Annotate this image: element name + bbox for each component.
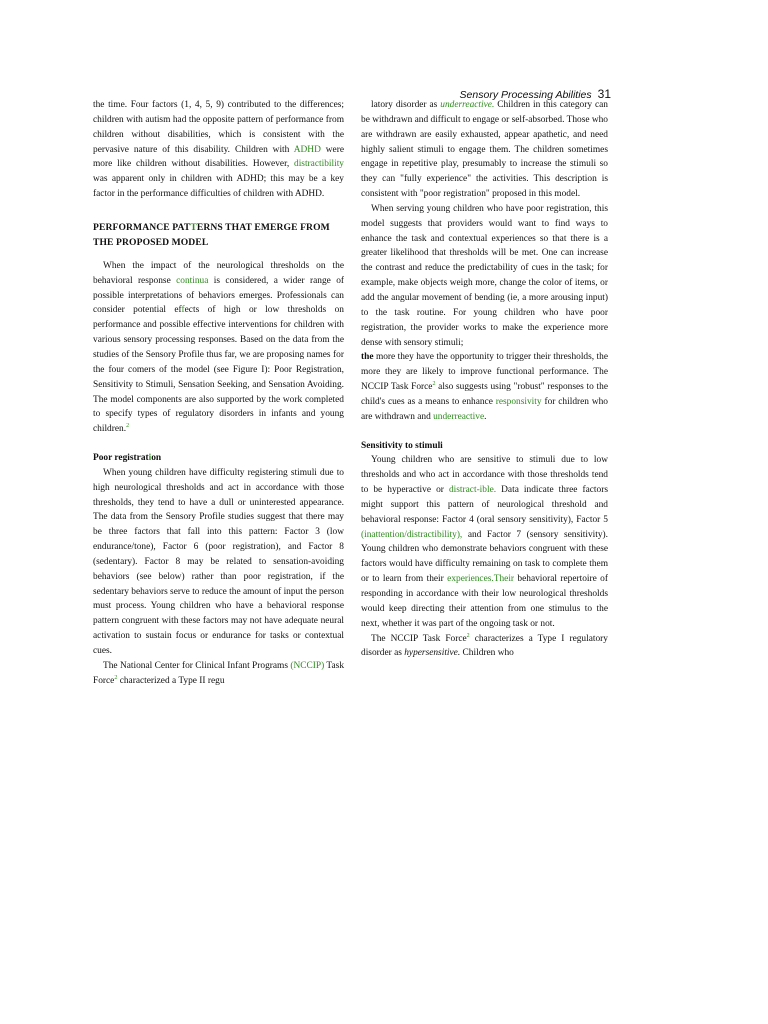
term-responsivity: responsivity [495, 396, 542, 407]
text-run: . [484, 411, 487, 422]
text-run: is considered, a wider range of possible interpretations of behaviors emerges. Professionals can consider potential ef [93, 275, 345, 316]
text-run: also suggests using "robust" responses to the child's cues as a means to enhance [361, 382, 608, 407]
text-run: behavioral repertoire of responding in accordance with their low neurological thresholds would keep directing their attention from one stimulus to the next, whether it was part of the ongoing task or not. [361, 574, 608, 629]
paragraph-sensitivity [361, 453, 608, 631]
reference-mark: 2 [126, 423, 130, 430]
paragraph-model-intro [93, 259, 344, 437]
paragraph-serving-children: When serving young children who have poor registration, this model suggests that providers would want to find ways to enhance the task and contextual experiences so that there is a greater likelihood that thresholds will be met. One can increase the contrast and reduce the predictability of cues in the task; for example, make objects weigh more, change the color of items, or add the angular movement of bending (ie, a more arousing input) to the task routine. For young children who have poor registration, the provider works to make the experience more dense with sensory stimuli; [361, 203, 608, 348]
text-run: latory disorder as [371, 100, 441, 110]
text-run: Task Force [93, 660, 345, 686]
paragraph-type-ii [361, 98, 608, 202]
text-run-bold: the [361, 352, 374, 363]
heading-text: on [151, 453, 162, 464]
reference-mark: 2 [114, 674, 118, 681]
text-run: was apparent only in children with ADHD; this may be a key factor in the performance difficulties of children with ADHD. [93, 174, 344, 200]
right-column [361, 98, 608, 661]
text-run: more they have the opportunity to trigger their thresholds, the more they are likely to improve functional performance. The NCCIP Task Force [361, 352, 608, 393]
text-run: The National Center for Clinical Infant Programs [103, 660, 291, 671]
text-run: the time. Four factors (1, 4, 5, 9) contributed to the differences; children with autism had the opposite pattern of performance from children without disabilities, which is consistent with the pervasive nature of this disability. Children with [93, 100, 344, 155]
text-run: for children who are withdrawn and [361, 396, 608, 422]
text-run: When the impact of the neurological thresholds on the behavioral response [93, 260, 344, 286]
paragraph-nccip [93, 659, 344, 689]
term-nccip: (NCCIP) [290, 660, 325, 671]
running-title: Sensory Processing Abilities [459, 89, 592, 101]
paragraph-type-i [361, 632, 608, 662]
term-continua: continua [176, 275, 209, 286]
subheading-poor-registration [93, 451, 344, 466]
term-underreactive: underreactive [433, 411, 485, 422]
text-run: characterized a Type II regu [117, 675, 225, 686]
text-run: and Factor 7 (sensory sensitivity). Young children who demonstrate behaviors congruent with these factors would have difficulty remaining on task to complete them or to learn from their [361, 529, 608, 585]
text-run: The NCCIP Task Force [371, 633, 467, 644]
section-heading-performance-patterns [93, 220, 344, 250]
text-run: ects of high or low thresholds on performance and possible effective interventions for children with various sensory processing responses. Based on the data from the studies of the Sensory Profile thus far, we are proposing names for the four comers of the model (see Figure I): Poor Registration, Sensitivity to Stimuli, Sensation Seeking, and Sensation Avoiding. The model components are also supported by the work completed to specify types of regulatory disorders in infants and young children. [93, 305, 344, 435]
text-run: Children who [460, 648, 514, 659]
left-column [93, 98, 344, 689]
term-distractible: distract-ible. [448, 485, 497, 496]
heading-text: PERFORMANCE PAT [93, 221, 191, 233]
paragraph-poor-registration: When young children have difficulty registering stimuli due to high neurological thresholds and act in accordance with those thresholds, they tend to have a dull or uninterested appearance. The data from the Sensory Profile studies suggest that there may be three factors that fall into this pattern: Factor 3 (low endurance/tone), Factor 6 (poor registration), and Factor 8 (sedentary). Factor 8 may be related to sensation-avoiding behaviors (see below) rather than poor registration, if the sedentary behaviors serve to reduce the amount of input the person must process. Young children who have a behavioral response pattern congruent with these factors may not have adequate neural activation to sustain focus or endurance for tasks or contextual cues. [93, 467, 344, 656]
heading-letter: T [190, 221, 197, 233]
term-distractibility: distractibility [294, 159, 344, 170]
term-inattention: (inattention/distractibility), [361, 529, 463, 540]
page-number: 31 [597, 87, 611, 101]
text-run: characterizes a Type I regulatory disorder as [361, 633, 608, 659]
text-run: Young children who are sensitive to stimuli due to low thresholds and who act in accordance with those thresholds tend to be hyperactive or [361, 455, 608, 496]
text-run: Data indicate three factors might support this pattern of neurological threshold and behavioral response: Factor 4 (oral sensory sensitivity), Factor 5 [361, 485, 608, 525]
heading-text: Poor registrat [93, 453, 149, 464]
reference-mark: 2 [466, 632, 470, 639]
term-adhd: ADHD [293, 144, 321, 155]
heading-letter: i [148, 453, 152, 464]
text-run: were more like children without disabilities. However, [93, 144, 344, 170]
paragraph-thresholds [361, 350, 608, 424]
term-hypersensitive: hypersensitive. [404, 648, 461, 659]
term-underreactive: underreactive. [440, 100, 495, 110]
text-run: Children in this category can be withdrawn and difficult to engage or self-absorbed. Those who are withdrawn are easily exhausted, appear apathetic, and need highly salient stimuli to engage them. The children sometimes engage in repetitive play, presumably to increase the stimuli so they can "fully experience" the activities. This description is consistent with "poor registration" proposed in this model. [361, 100, 608, 200]
reference-mark: 2 [432, 381, 436, 388]
paragraph-continuation [93, 98, 344, 202]
heading-text: ERNS THAT EMERGE FROM THE PROPOSED MODEL [93, 221, 330, 248]
term-experiences: experiences.Their [447, 574, 515, 585]
subheading-sensitivity-to-stimuli: Sensitivity to stimuli [361, 440, 443, 451]
text-letter: f [181, 305, 185, 316]
